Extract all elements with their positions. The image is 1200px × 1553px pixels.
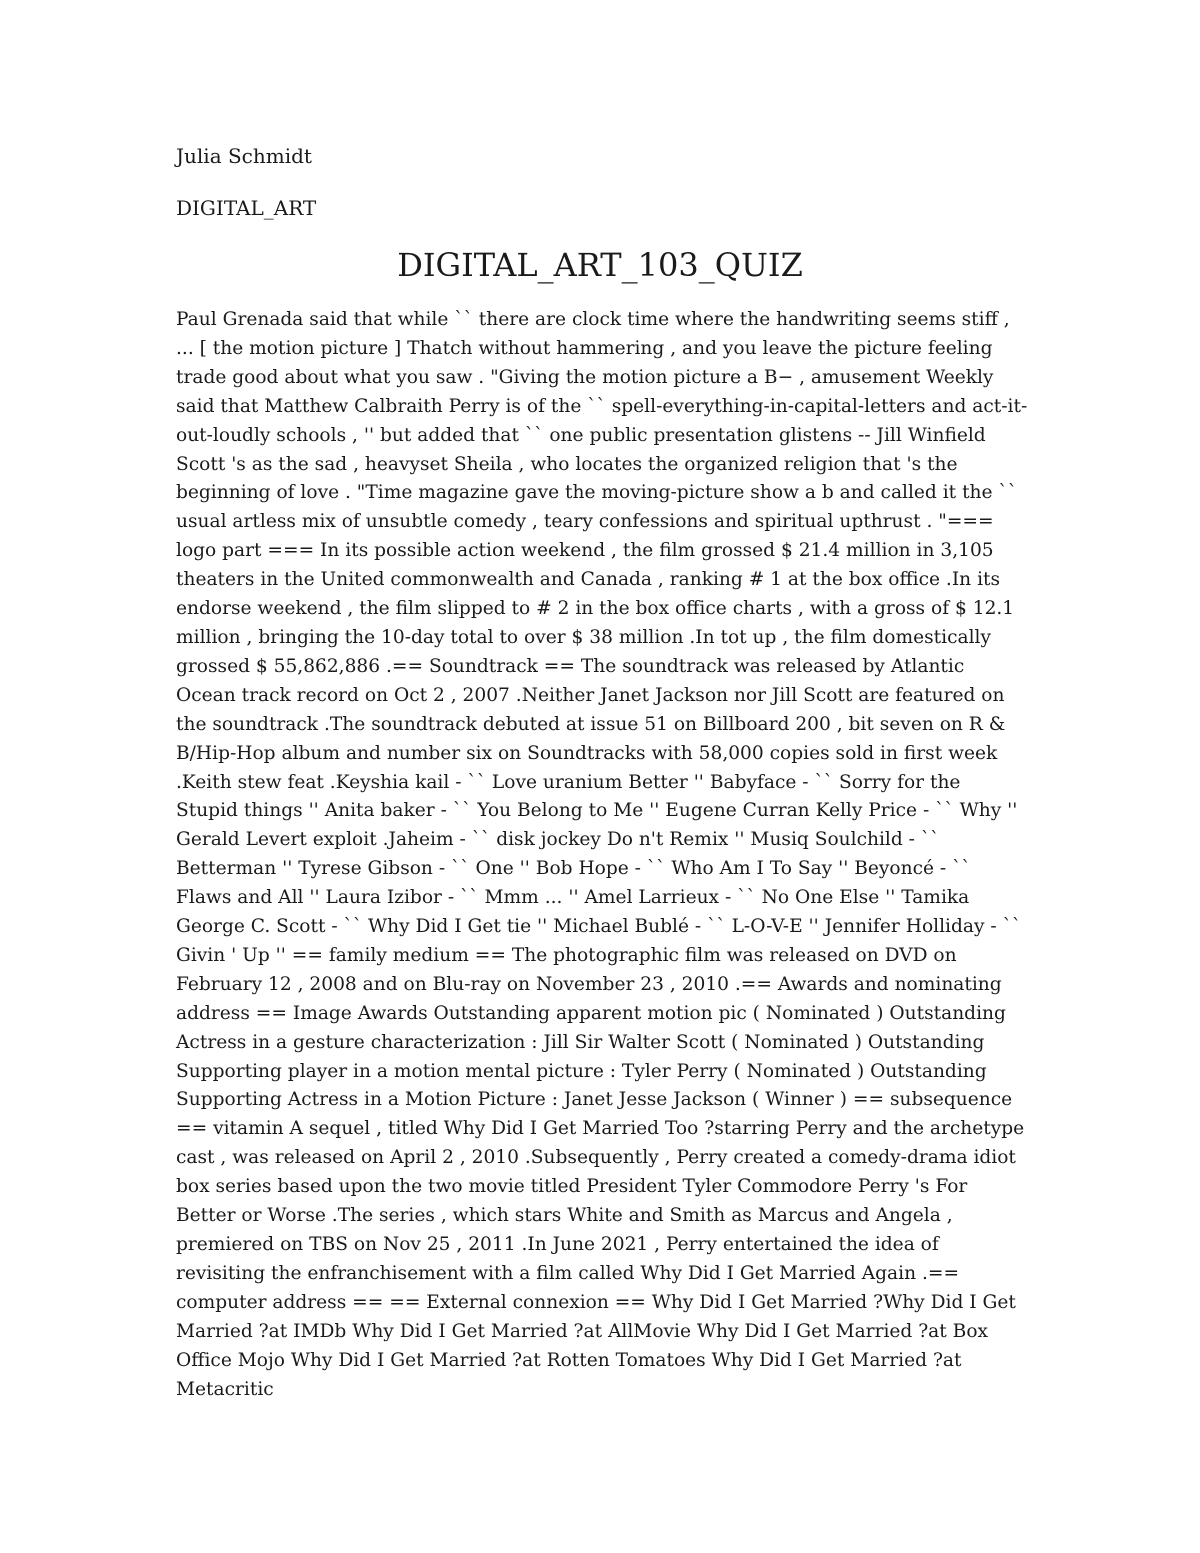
author-name: Julia Schmidt: [176, 144, 312, 168]
document-title: DIGITAL_ART_103_QUIZ: [397, 246, 803, 284]
course-name: DIGITAL_ART: [176, 196, 317, 220]
body-paragraph: Paul Grenada said that while `` there are clock time where the handwriting seems stiff , ... [ the motion picture ] Thatch without hammering , and you leave the picture feeling trade good about what you saw . "Giving the motion picture a B− , amusement Weekly said that Matthew Calbraith Perry is of the `` spell-everything-in-capital-letters and act-it-out-loudly schools , '' but added that `` one public presentation glistens -- Jill Winfield Scott 's as the sad , heavyset Sheila , who locates the organized religion that 's the beginning of love . "Time magazine gave the moving-picture show a b and called it the `` usual artless mix of unsubtle comedy , teary confessions and spiritual upthrust . "=== logo part === In its possible action weekend , the film grossed $ 21.4 million in 3,105 theaters in the United commonwealth and Canada , ranking # 1 at the box office .In its endorse weekend , the film slipped to # 2 in the box office charts , with a gross of $ 12.1 million , bringing the 10-day total to over $ 38 million .In tot up , the film domestically grossed $ 55,862,886 .== Soundtrack == The soundtrack was released by Atlantic Ocean track record on Oct 2 , 2007 .Neither Janet Jackson nor Jill Scott are featured on the soundtrack .The soundtrack debuted at issue 51 on Billboard 200 , bit seven on R & B/Hip-Hop album and number six on Soundtracks with 58,000 copies sold in first week .Keith stew feat .Keyshia kail - `` Love uranium Better '' Babyface - `` Sorry for the Stupid things '' Anita baker - `` You Belong to Me '' Eugene Curran Kelly Price - `` Why '' Gerald Levert exploit .Jaheim - `` disk jockey Do n't Remix '' Musiq Soulchild - `` Betterman '' Tyrese Gibson - `` One '' Bob Hope - `` Who Am I To Say '' Beyoncé - `` Flaws and All '' Laura Izibor - `` Mmm ... '' Amel Larrieux - `` No One Else '' Tamika George C. Scott - `` Why Did I Get tie '' Michael Bublé - `` L-O-V-E '' Jennifer Holliday - `` Givin ' Up '' == family medium == The photographic film was released on DVD on February 12 , 2008 and on Blu-ray on November 23 , 2010 .== Awards and nominating address == Image Awards Outstanding apparent motion pic ( Nominated ) Outstanding Actress in a gesture characterization : Jill Sir Walter Scott ( Nominated ) Outstanding Supporting player in a motion mental picture : Tyler Perry ( Nominated ) Outstanding Supporting Actress in a Motion Picture : Janet Jesse Jackson ( Winner ) == subsequence == vitamin A sequel , titled Why Did I Get Married Too ?starring Perry and the archetype cast , was released on April 2 , 2010 .Subsequently , Perry created a comedy-drama idiot box series based upon the two movie titled President Tyler Commodore Perry 's For Better or Worse .The series , which stars White and Smith as Marcus and Angela , premiered on TBS on Nov 25 , 2011 .In June 2021 , Perry entertained the idea of revisiting the enfranchisement with a film called Why Did I Get Married Again .== computer address == == External connexion == Why Did I Get Married ?Why Did I Get Married ?at IMDb Why Did I Get Married ?at AllMovie Why Did I Get Married ?at Box Office Mojo Why Did I Get Married ?at Rotten Tomatoes Why Did I Get Married ?at Metacritic: [176, 309, 1028, 1400]
